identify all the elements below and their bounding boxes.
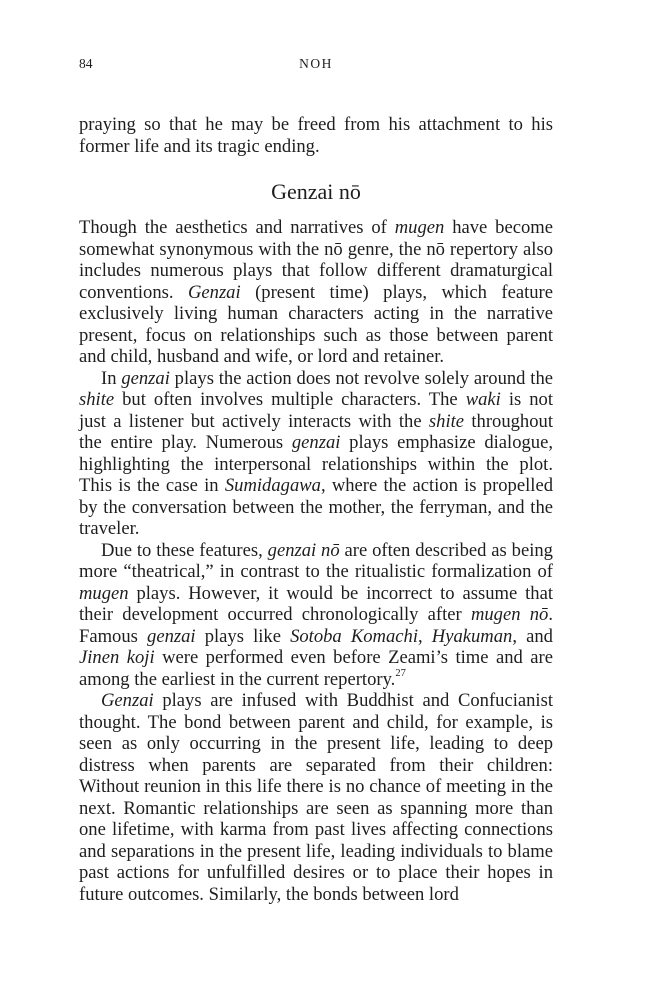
- running-title: NOH: [299, 56, 333, 71]
- paragraph-4: Genzai plays are infused with Buddhist and Confucianist thought. The bond between parent and child, for example, is seen as only occurring in the present life, leading to deep distress when parents are separated from their children: Without reunion in this life there is no chance of meeting in the next. Romantic relationships are seen as spanning more than one lifetime, with karma from past lives affecting connections and separations in the present life, leading individuals to blame past actions for unfulfilled desires or to place their hopes in future outcomes. Similarly, the bonds between lord: [79, 690, 553, 905]
- footnote-marker: 27: [395, 668, 406, 680]
- paragraph-2: In genzai plays the action does not revolve solely around the shite but often involves multiple characters. The waki is not just a listener but actively interacts with the shite throughout the entire play. Numerous genzai plays emphasize dialogue, highlighting the interpersonal relationships within the plot. This is the case in Sumidagawa, where the action is propelled by the conversation between the mother, the ferryman, and the traveler.: [79, 367, 553, 539]
- paragraph-3: Due to these features, genzai nō are often described as being more “theatrical,” in contrast to the ritualistic formalization of mugen plays. However, it would be incorrect to assume that their development occurred chronologically after mugen nō. Famous genzai plays like Sotoba Komachi, Hyakuman, and Jinen koji were performed even before Zeami’s time and are among the earliest in the current repertory.$^{27}$: [79, 539, 553, 690]
- section-heading: Genzai nō: [271, 179, 361, 204]
- paragraph-1: Though the aesthetics and narratives of mugen have become somewhat synonymous with the nō genre, the nō repertory also includes numerous plays that follow different dramaturgical conventions. Genzai (present time) plays, which feature exclusively living human characters acting in the narrative present, focus on relationships such as those between parent and child, husband and wife, or lord and retainer.: [79, 217, 554, 367]
- page-number: 84: [79, 56, 93, 71]
- running-head: [79, 56, 553, 74]
- body-text: [79, 114, 553, 905]
- paragraph-continuation: praying so that he may be freed from his attachment to his former life and its tragic ending.: [79, 114, 553, 157]
